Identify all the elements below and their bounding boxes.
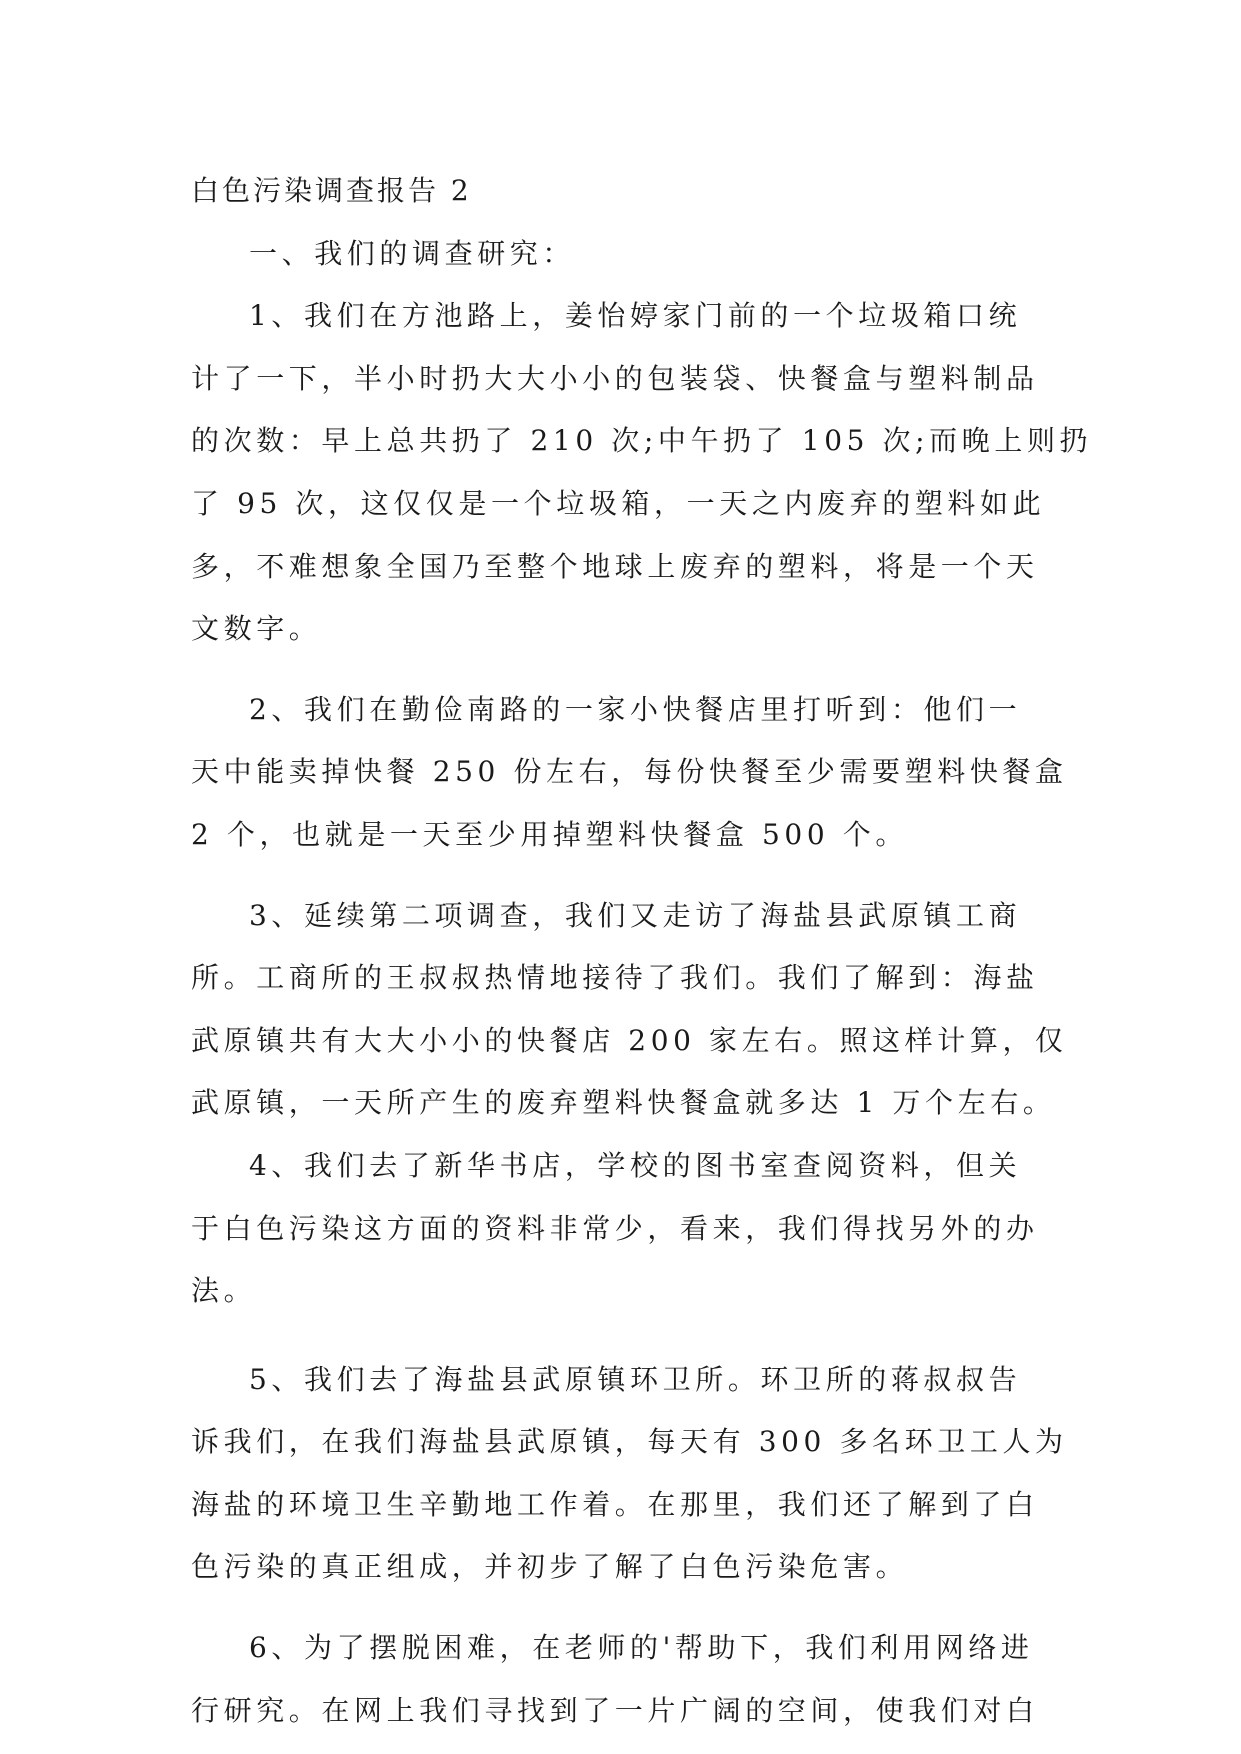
document-title: 白色污染调查报告 2 <box>191 174 472 207</box>
paragraph-spacer <box>191 661 1056 679</box>
paragraph-line: 色污染的真正组成，并初步了解了白色污染危害。 <box>191 1550 909 1584</box>
paragraph-line: 2 个，也就是一天至少用掉塑料快餐盒 500 个。 <box>191 817 908 851</box>
paragraph-6 <box>191 1617 1056 1742</box>
paragraph-line: 计了一下，半小时扔大大小小的包装袋、快餐盒与塑料制品 <box>191 361 1039 395</box>
paragraph-line: 2、我们在勤俭南路的一家小快餐店里打听到：他们一 <box>249 692 1022 726</box>
paragraph-line: 文数字。 <box>191 612 322 646</box>
paragraph-5 <box>191 1349 1068 1599</box>
paragraph-line: 了 95 次，这仅仅是一个垃圾箱，一天之内废弃的塑料如此 <box>191 486 1046 520</box>
paragraph-3 <box>191 885 1068 1135</box>
paragraph-4 <box>191 1135 1056 1323</box>
paragraph-line: 诉我们，在我们海盐县武原镇，每天有 300 多名环卫工人为 <box>191 1425 1068 1459</box>
paragraph-line: 多，不难想象全国乃至整个地球上废弃的塑料，将是一个天 <box>191 549 1039 583</box>
paragraph-2 <box>191 679 1068 867</box>
document-body <box>191 160 1093 1742</box>
paragraph-spacer <box>191 1323 1056 1349</box>
paragraph-line: 5、我们去了海盐县武原镇环卫所。环卫所的蒋叔叔告 <box>249 1362 1022 1396</box>
paragraph-line: 行研究。在网上我们寻找到了一片广阔的空间，使我们对白 <box>191 1693 1039 1727</box>
section-heading: 一、我们的调查研究： <box>249 236 576 270</box>
paragraph-line: 所。工商所的王叔叔热情地接待了我们。我们了解到：海盐 <box>191 961 1039 995</box>
paragraph-spacer <box>191 867 1056 885</box>
paragraph-line: 海盐的环境卫生辛勤地工作着。在那里，我们还了解到了白 <box>191 1487 1039 1521</box>
paragraph-1 <box>191 285 1093 661</box>
paragraph-line: 于白色污染这方面的资料非常少，看来，我们得找另外的办 <box>191 1211 1039 1245</box>
paragraph-line: 3、延续第二项调查，我们又走访了海盐县武原镇工商 <box>249 898 1022 932</box>
paragraph-line: 6、为了摆脱困难，在老师的'帮助下，我们利用网络进 <box>249 1631 1034 1665</box>
paragraph-line: 武原镇共有大大小小的快餐店 200 家左右。照这样计算，仅 <box>191 1023 1068 1057</box>
paragraph-spacer <box>191 1599 1056 1617</box>
paragraph-line: 武原镇，一天所产生的废弃塑料快餐盒就多达 1 万个左右。 <box>191 1086 1056 1120</box>
paragraph-line: 的次数：早上总共扔了 210 次;中午扔了 105 次;而晚上则扔 <box>191 424 1093 458</box>
paragraph-line: 1、我们在方池路上，姜怡婷家门前的一个垃圾箱口统 <box>249 299 1022 333</box>
paragraph-line: 4、我们去了新华书店，学校的图书室查阅资料，但关 <box>249 1148 1022 1182</box>
paragraph-line: 法。 <box>191 1274 257 1308</box>
paragraph-line: 天中能卖掉快餐 250 份左右，每份快餐至少需要塑料快餐盒 <box>191 755 1068 789</box>
